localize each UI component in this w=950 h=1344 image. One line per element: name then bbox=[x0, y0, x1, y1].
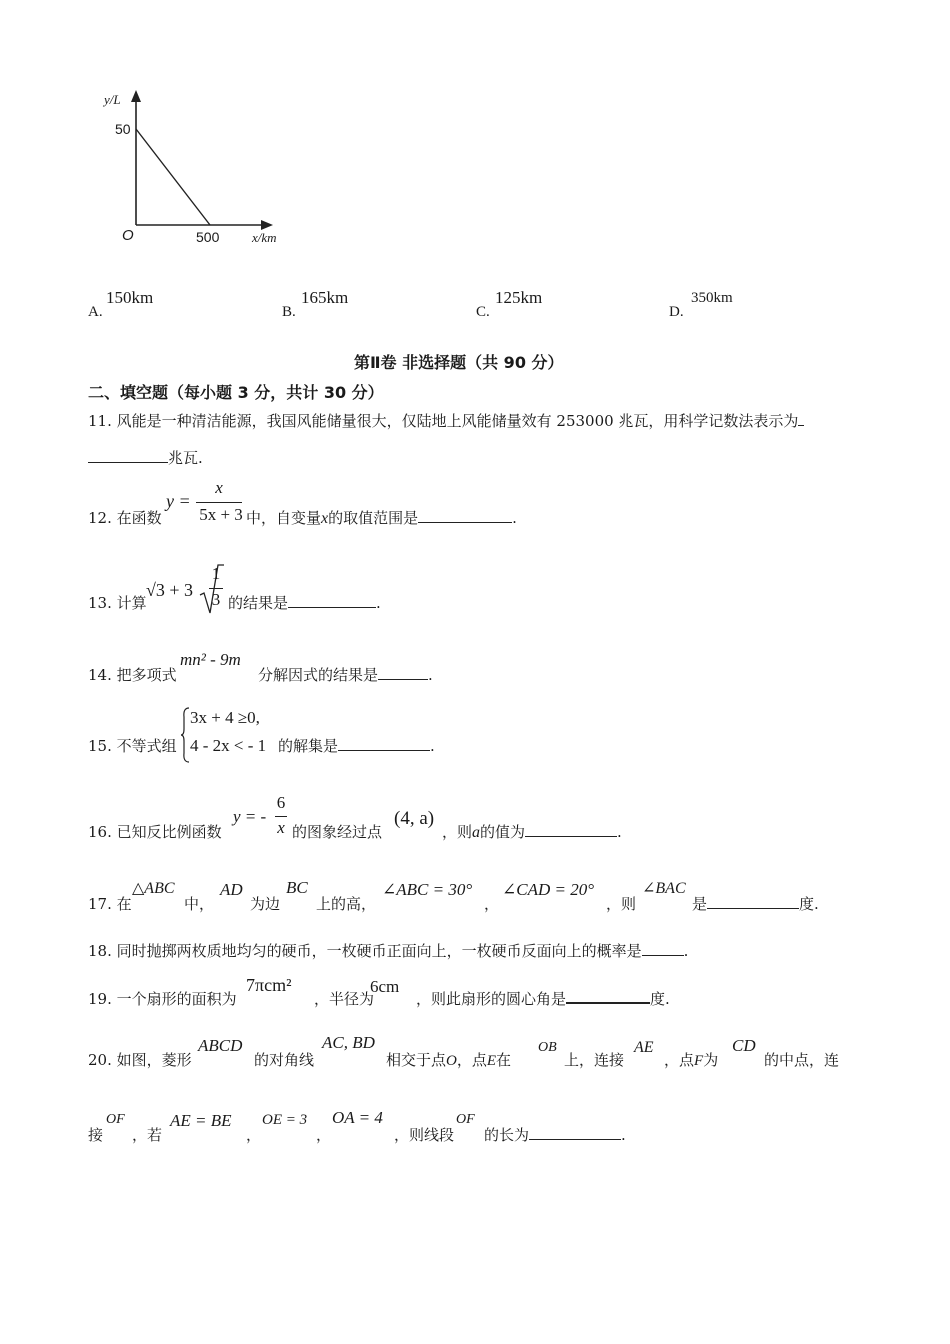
q20-suffix: 的长为 . bbox=[484, 1126, 626, 1144]
q18-text: 18. 同时抛掷两枚质地均匀的硬币，一枚硬币正面向上，一枚硬币反面向上的概率是 bbox=[88, 942, 642, 960]
q17-prefix: 17. 在 bbox=[88, 895, 132, 913]
q11-blank-start[interactable] bbox=[798, 424, 804, 426]
question-17 bbox=[88, 877, 848, 917]
q20-l2-prefix: 接 bbox=[88, 1126, 104, 1144]
q15-row2: 4 - 2x < - 1 bbox=[190, 736, 267, 755]
option-d-letter: D. bbox=[669, 304, 684, 320]
q17-t5: ，则 bbox=[606, 895, 637, 913]
option-a-letter: A. bbox=[88, 304, 103, 320]
q15-row1: 3x + 4 ≥0, bbox=[190, 708, 260, 727]
q15-brace bbox=[180, 707, 190, 763]
q17-t2: 为边 bbox=[250, 895, 281, 913]
q12-blank[interactable] bbox=[418, 521, 512, 523]
option-a-value: 150km bbox=[106, 288, 154, 307]
q12-y: y = bbox=[166, 491, 191, 511]
option-b-letter: B. bbox=[282, 304, 296, 320]
option-c-value: 125km bbox=[495, 288, 543, 307]
y-tick-50: 50 bbox=[115, 121, 131, 137]
q17-triangle: △ABC bbox=[132, 880, 175, 897]
q16-numerator: 6 bbox=[276, 793, 286, 812]
q17-t4: ， bbox=[484, 895, 500, 913]
q20-t6: ，点F为 bbox=[664, 1051, 719, 1069]
q20-t2: 相交于点O，点E在 bbox=[386, 1051, 512, 1069]
q19-suffix: ，则此扇形的圆心角是 度. bbox=[416, 990, 670, 1008]
q20-eq2: OE = 3 bbox=[262, 1112, 308, 1128]
q18-blank[interactable] bbox=[642, 954, 684, 956]
q17-suffix: 是 度. bbox=[692, 895, 819, 913]
option-d-value: 350km bbox=[691, 290, 733, 306]
q16-denominator: x bbox=[277, 818, 285, 837]
q19-mid: ，半径为 bbox=[314, 990, 375, 1008]
question-20 bbox=[88, 1033, 858, 1071]
q17-angle2: ∠CAD = 20° bbox=[502, 880, 595, 899]
fuel-distance-graph bbox=[100, 88, 300, 253]
q20-t10: ， bbox=[246, 1126, 262, 1144]
graph-line bbox=[136, 129, 210, 225]
option-c-letter: C. bbox=[476, 304, 490, 320]
q20-eq3: OA = 4 bbox=[332, 1108, 383, 1127]
q14-prefix: 14. 把多项式 bbox=[88, 666, 177, 684]
q14-expr: mn² - 9m bbox=[180, 650, 241, 669]
q20-cd: CD bbox=[732, 1036, 756, 1055]
question-14 bbox=[88, 650, 488, 686]
q20-of: OF bbox=[106, 1112, 125, 1127]
q11-suffix: 兆瓦. bbox=[168, 449, 203, 467]
q15-prefix: 15. 不等式组 bbox=[88, 737, 177, 755]
q17-angle3: ∠BAC bbox=[642, 880, 686, 897]
q17-ad: AD bbox=[220, 880, 243, 899]
origin-label: O bbox=[122, 227, 134, 244]
q15-suffix: 的解集是 . bbox=[278, 737, 435, 755]
q12-denominator: 5x + 3 bbox=[199, 505, 243, 524]
q12-prefix: 12. 在函数 bbox=[88, 509, 162, 527]
q17-t3: 上的高， bbox=[316, 895, 377, 913]
q14-blank[interactable] bbox=[378, 678, 428, 680]
question-11 bbox=[88, 410, 804, 431]
q13-numerator: 1 bbox=[211, 564, 221, 583]
q19-blank[interactable] bbox=[566, 1001, 650, 1004]
q20-t12: ，则线段 bbox=[394, 1126, 455, 1144]
question-18: 18. 同时抛掷两枚质地均匀的硬币，一枚硬币正面向上，一枚硬币反面向上的概率是 . bbox=[88, 942, 689, 960]
q13-prefix: 13. 计算 bbox=[88, 594, 147, 612]
q16-mid: 的图象经过点 bbox=[292, 823, 383, 841]
q17-t1: 中， bbox=[184, 895, 215, 913]
question-16 bbox=[88, 793, 668, 843]
question-20-line2 bbox=[88, 1108, 688, 1146]
q20-prefix: 20. 如图，菱形 bbox=[88, 1051, 192, 1069]
q12-numerator: x bbox=[215, 478, 223, 497]
section-title: 二、填空题（每小题 3 分，共计 30 分） bbox=[88, 383, 384, 402]
q13-fraction-bar bbox=[209, 588, 223, 589]
q20-t8: 的中点，连 bbox=[764, 1051, 840, 1069]
q16-prefix: 16. 已知反比例函数 bbox=[88, 823, 222, 841]
q16-y: y = - bbox=[233, 807, 267, 826]
q12-fraction-bar bbox=[196, 502, 242, 503]
q19-prefix: 19. 一个扇形的面积为 bbox=[88, 990, 237, 1008]
q20-t1: 的对角线 bbox=[254, 1051, 315, 1069]
option-b-value: 165km bbox=[301, 288, 349, 307]
q14-suffix: 分解因式的结果是 . bbox=[258, 666, 433, 684]
question-15 bbox=[88, 705, 488, 765]
q17-blank[interactable] bbox=[707, 907, 799, 909]
q19-radius: 6cm bbox=[370, 977, 400, 996]
q13-blank[interactable] bbox=[288, 606, 376, 608]
q20-blank[interactable] bbox=[529, 1138, 621, 1140]
q16-point: (4, a) bbox=[394, 808, 435, 829]
q13-suffix: 的结果是 . bbox=[228, 594, 381, 612]
q16-blank[interactable] bbox=[525, 835, 617, 837]
q20-ob: OB bbox=[538, 1040, 557, 1055]
q20-t9: ，若 bbox=[132, 1126, 163, 1144]
q20-ae: AE bbox=[634, 1039, 654, 1056]
q17-bc: BC bbox=[286, 878, 308, 897]
question-11-line2 bbox=[88, 447, 203, 468]
q13-expr: √3 + 3 bbox=[146, 580, 194, 600]
q13-denominator: 3 bbox=[211, 590, 221, 609]
q11-text: 11. 风能是一种清洁能源，我国风能储量很大，仅陆地上风能储量效有 253000 兆瓦，用科学记数法表示为 bbox=[88, 412, 799, 430]
q20-t5: 上，连接 bbox=[564, 1051, 625, 1069]
question-13 bbox=[88, 563, 488, 618]
q20-abcd: ABCD bbox=[198, 1036, 243, 1055]
q20-diagonals: AC, BD bbox=[322, 1033, 375, 1052]
q11-blank[interactable] bbox=[88, 461, 168, 463]
x-tick-500: 500 bbox=[196, 229, 220, 245]
q17-angle1: ∠ABC = 30° bbox=[382, 880, 473, 899]
question-19 bbox=[88, 975, 708, 1011]
part-title: 第Ⅱ卷 非选择题（共 90 分） bbox=[354, 353, 564, 372]
y-axis-label: y/L bbox=[104, 92, 121, 107]
q19-area: 7πcm² bbox=[246, 975, 292, 995]
q20-of2: OF bbox=[456, 1112, 475, 1127]
q20-t11: ， bbox=[316, 1126, 332, 1144]
q15-blank[interactable] bbox=[338, 749, 430, 751]
q12-suffix: 中，自变量x的取值范围是 . bbox=[246, 509, 517, 527]
q20-eq1: AE = BE bbox=[170, 1111, 232, 1130]
question-12 bbox=[88, 478, 608, 530]
x-axis-label: x/km bbox=[252, 230, 277, 245]
q16-suffix: ，则a的值为 . bbox=[442, 823, 622, 841]
q16-fraction-bar bbox=[275, 816, 287, 817]
